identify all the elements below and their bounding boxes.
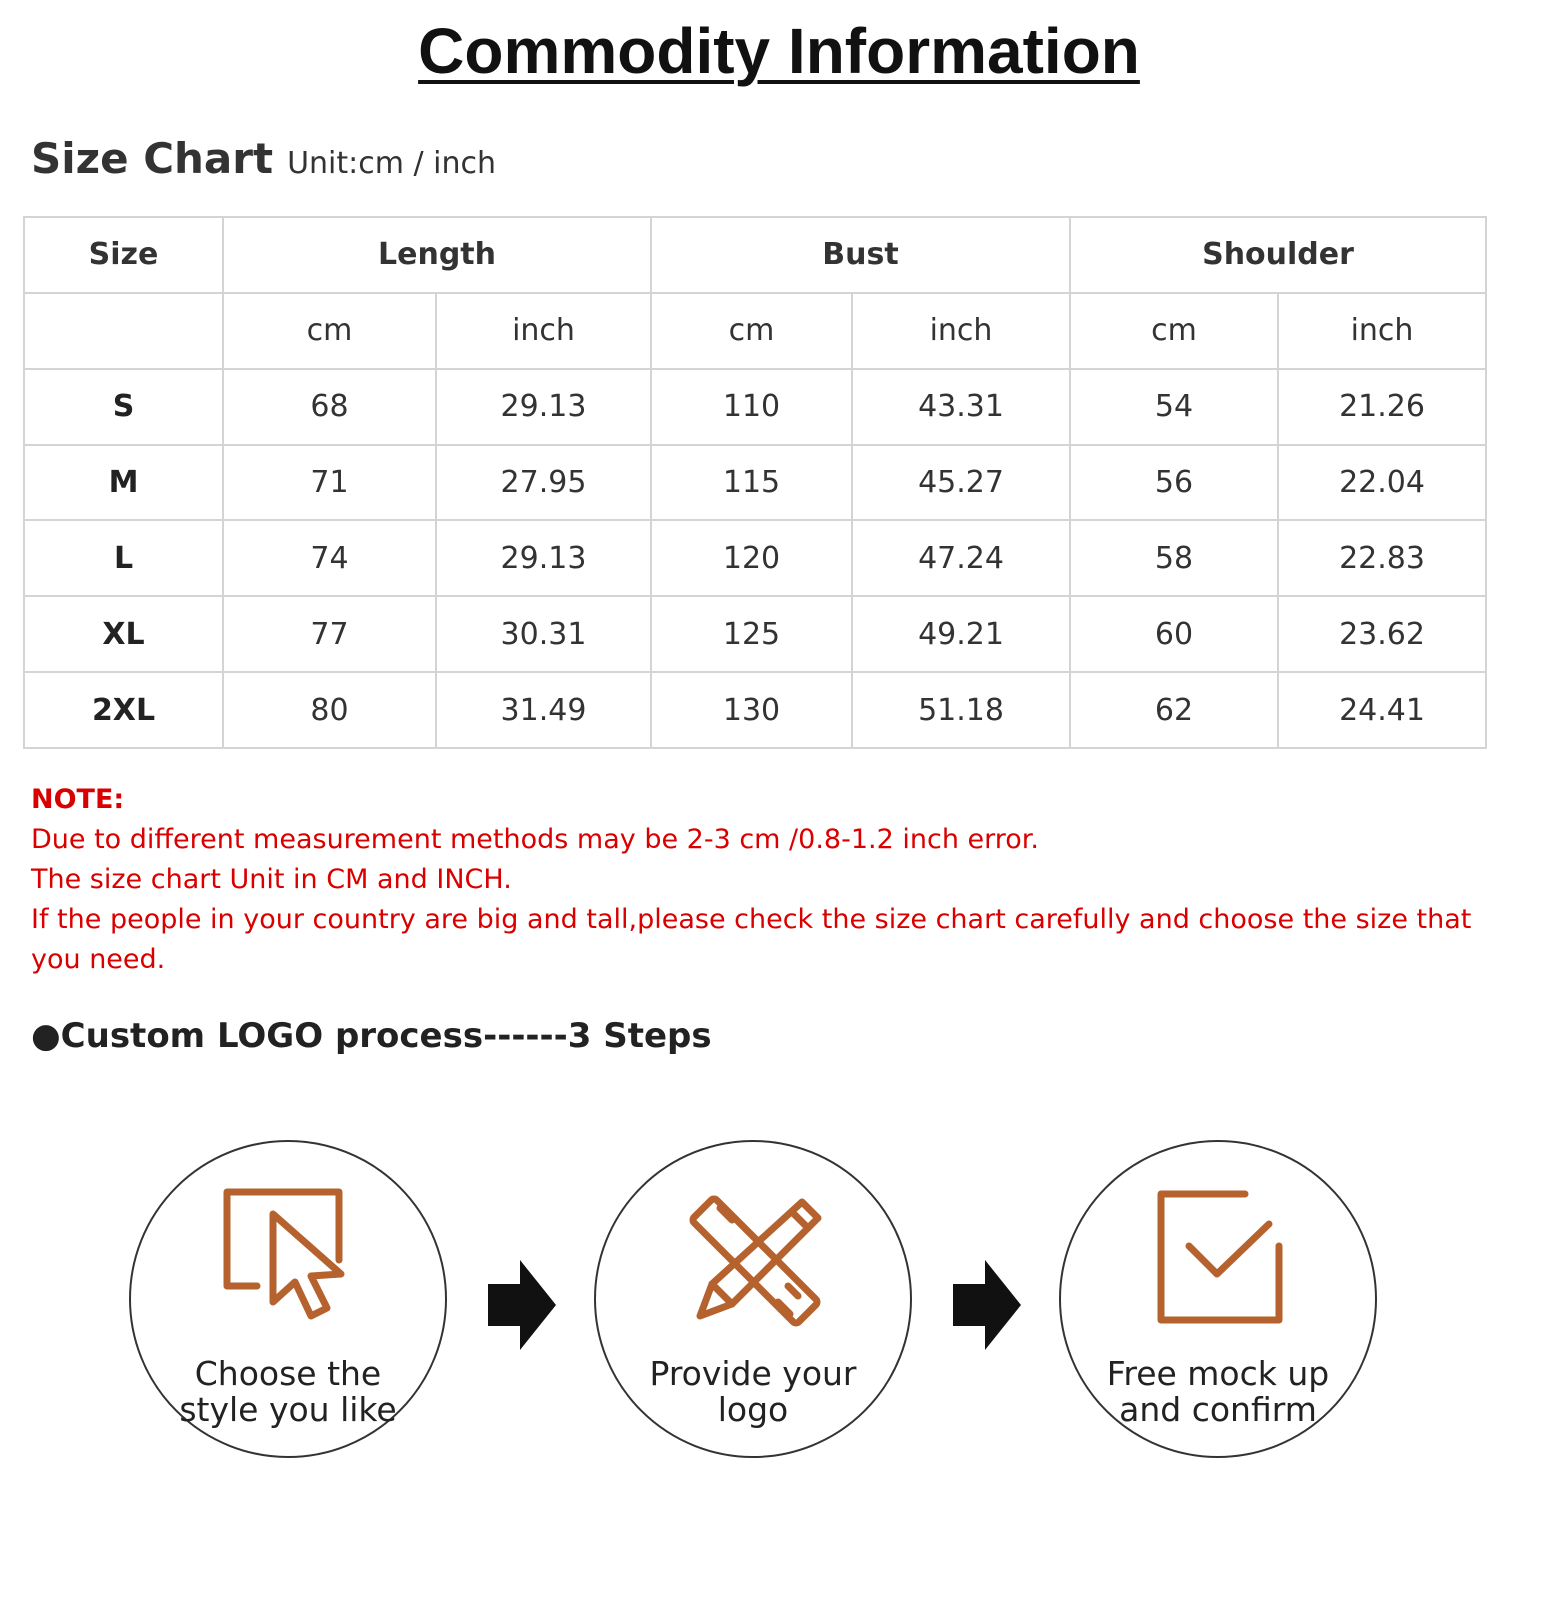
unit-cell: inch [1278, 293, 1486, 369]
unit-cell: inch [852, 293, 1070, 369]
value-cell: 23.62 [1278, 596, 1486, 672]
unit-cell: cm [1070, 293, 1278, 369]
size-cell: XL [24, 596, 223, 672]
size-chart-heading [31, 134, 496, 183]
unit-cell: inch [436, 293, 651, 369]
size-cell: M [24, 445, 223, 521]
value-cell: 68 [223, 369, 436, 445]
value-cell: 62 [1070, 672, 1278, 748]
value-cell: 45.27 [852, 445, 1070, 521]
value-cell: 60 [1070, 596, 1278, 672]
value-cell: 29.13 [436, 520, 651, 596]
table-header-row [24, 217, 1486, 293]
value-cell: 120 [651, 520, 852, 596]
header-size: Size [24, 217, 223, 293]
value-cell: 43.31 [852, 369, 1070, 445]
cursor-click-icon [215, 1186, 365, 1336]
size-cell: L [24, 520, 223, 596]
table-row [24, 520, 1486, 596]
step-label: Free mock up and confirm [1106, 1354, 1330, 1429]
value-cell: 77 [223, 596, 436, 672]
note-line: Due to different measurement methods may be 2-3 cm /0.8-1.2 inch error. [31, 824, 1039, 855]
value-cell: 21.26 [1278, 369, 1486, 445]
step-choose-style [129, 1140, 447, 1458]
checkbox-check-icon [1145, 1186, 1295, 1336]
step-provide-logo [594, 1140, 912, 1458]
step-mock-up [1059, 1140, 1377, 1458]
value-cell: 56 [1070, 445, 1278, 521]
table-row [24, 445, 1486, 521]
header-length: Length [223, 217, 651, 293]
step-label: Provide your logo [649, 1354, 857, 1429]
value-cell: 80 [223, 672, 436, 748]
value-cell: 29.13 [436, 369, 651, 445]
step-label: Choose the style you like [179, 1354, 397, 1429]
size-chart-title: Size Chart [31, 134, 274, 183]
value-cell: 130 [651, 672, 852, 748]
value-cell: 71 [223, 445, 436, 521]
table-row [24, 672, 1486, 748]
size-table [23, 216, 1487, 749]
value-cell: 74 [223, 520, 436, 596]
note-block [31, 780, 1511, 980]
note-line: The size chart Unit in CM and INCH. [31, 864, 512, 895]
size-chart-unit: Unit:cm / inch [287, 146, 496, 181]
page-title: Commodity Information [418, 15, 1140, 87]
value-cell: 24.41 [1278, 672, 1486, 748]
value-cell: 30.31 [436, 596, 651, 672]
pencil-ruler-icon [680, 1186, 830, 1336]
process-steps [0, 1120, 1558, 1500]
value-cell: 110 [651, 369, 852, 445]
value-cell: 22.04 [1278, 445, 1486, 521]
value-cell: 31.49 [436, 672, 651, 748]
value-cell: 27.95 [436, 445, 651, 521]
value-cell: 54 [1070, 369, 1278, 445]
note-heading: NOTE: [31, 784, 125, 815]
table-row [24, 369, 1486, 445]
header-bust: Bust [651, 217, 1070, 293]
value-cell: 49.21 [852, 596, 1070, 672]
value-cell: 47.24 [852, 520, 1070, 596]
header-shoulder: Shoulder [1070, 217, 1486, 293]
size-cell: S [24, 369, 223, 445]
size-cell: 2XL [24, 672, 223, 748]
value-cell: 22.83 [1278, 520, 1486, 596]
arrow-right-icon [488, 1260, 556, 1350]
unit-cell: cm [651, 293, 852, 369]
value-cell: 115 [651, 445, 852, 521]
unit-empty-cell [24, 293, 223, 369]
table-row [24, 596, 1486, 672]
value-cell: 58 [1070, 520, 1278, 596]
value-cell: 51.18 [852, 672, 1070, 748]
unit-cell: cm [223, 293, 436, 369]
process-title: ●Custom LOGO process------3 Steps [31, 1016, 712, 1056]
note-line: If the people in your country are big and tall,please check the size chart carefully and choose the size that you need. [31, 904, 1472, 975]
arrow-right-icon [953, 1260, 1021, 1350]
table-unit-row [24, 293, 1486, 369]
value-cell: 125 [651, 596, 852, 672]
